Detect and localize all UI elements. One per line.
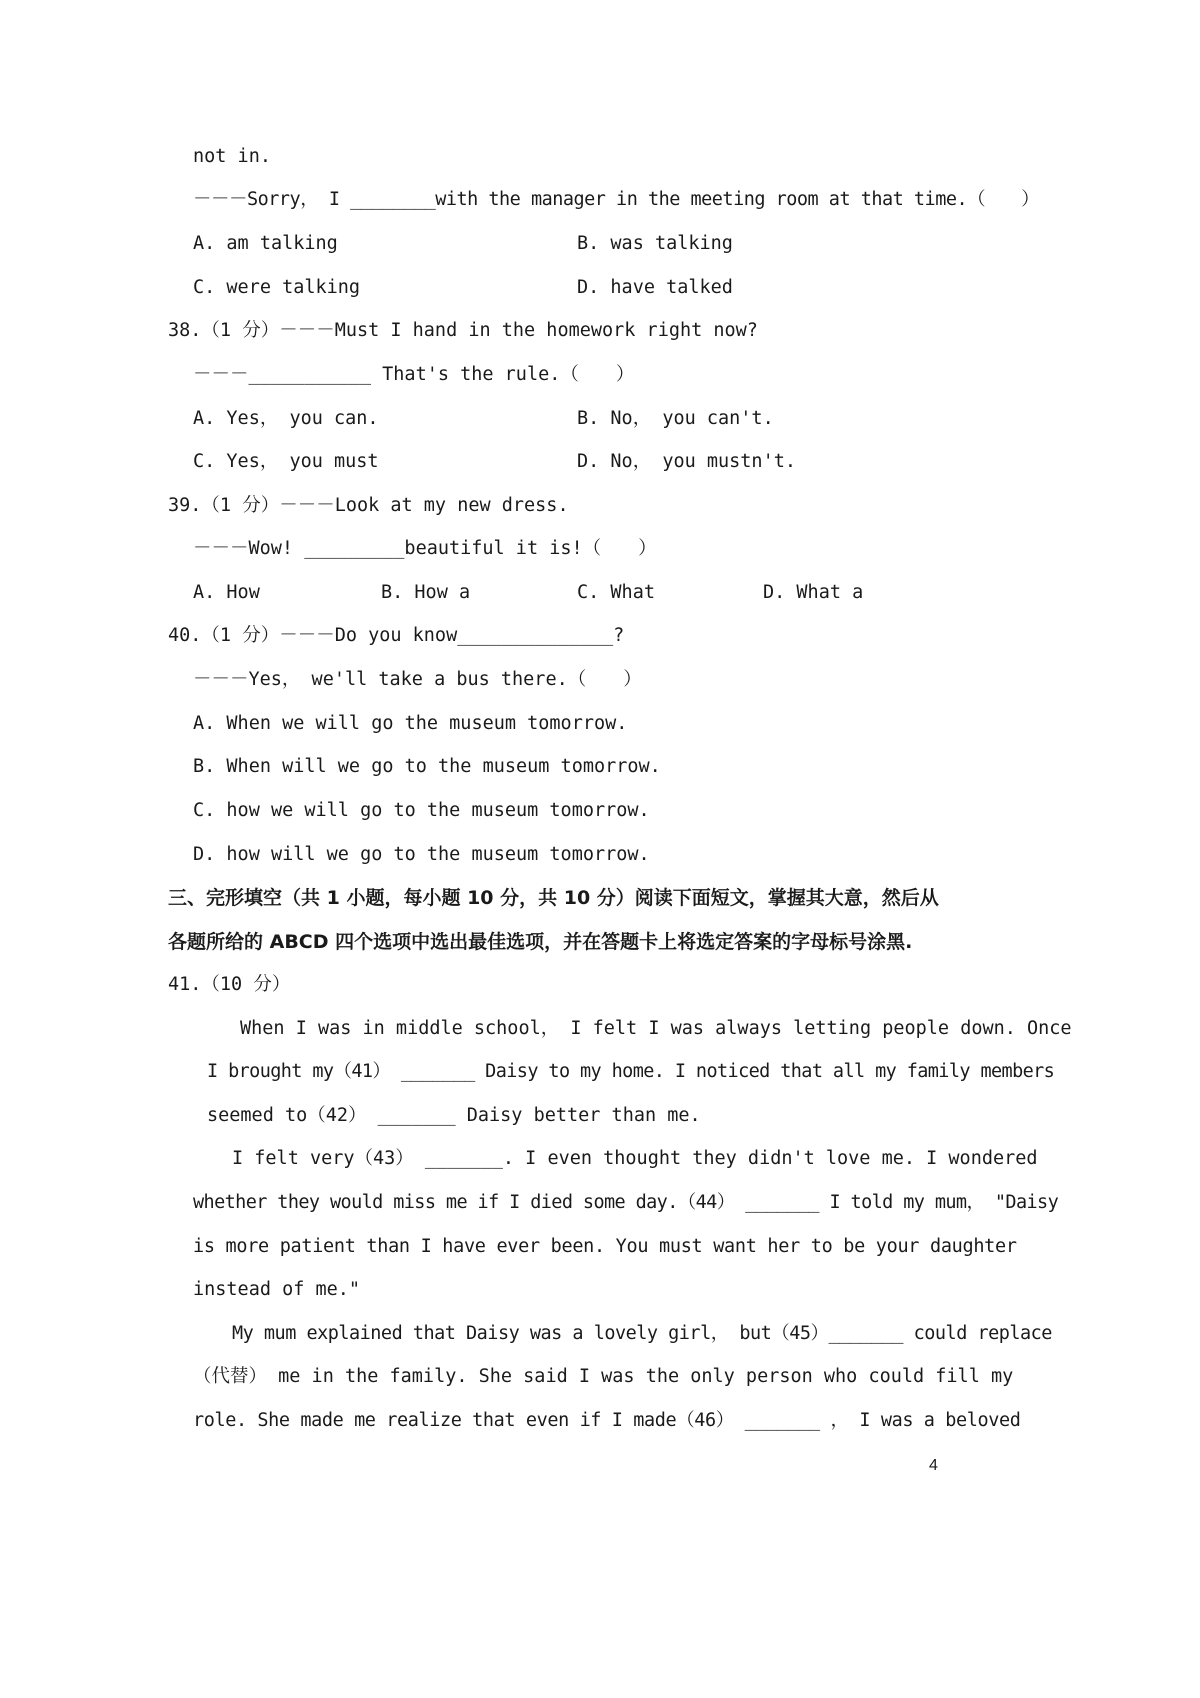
- q40-option-b: B. When will we go to the museum tomorrow.: [193, 756, 661, 777]
- q37-reply: －－－Sorry， I ________with the manager in the meeting room at that time.（ ）: [193, 189, 1040, 210]
- q37-option-c: C. were talking: [193, 277, 361, 298]
- passage-line: instead of me.": [193, 1279, 361, 1300]
- q39-option-a: A. How: [193, 582, 260, 603]
- q39-reply: －－－Wow! _________beautiful it is!（ ）: [193, 538, 657, 559]
- passage-line: When I was in middle school， I felt I was always letting people down. Once: [240, 1018, 1072, 1039]
- passage-line: role. She made me realize that even if I made（46） _______ ， I was a beloved: [193, 1410, 1021, 1431]
- q40-prompt: 40.（1 分）－－－Do you know______________?: [168, 625, 625, 646]
- passage-line: I brought my（41） _______ Daisy to my home. I noticed that all my family members: [207, 1061, 1055, 1082]
- passage-line: My mum explained that Daisy was a lovely girl， but（45）_______ could replace: [232, 1323, 1052, 1344]
- q40-option-d: D. how will we go to the museum tomorrow.: [193, 844, 650, 865]
- q41-label: 41.（10 分）: [168, 974, 291, 995]
- q37-option-a: A. am talking: [193, 233, 338, 254]
- q38-option-d: D. No， you mustn't.: [577, 451, 796, 472]
- q39-option-c: C. What: [577, 582, 655, 603]
- q38-option-b: B. No， you can't.: [577, 408, 774, 429]
- passage-line: seemed to（42） _______ Daisy better than me.: [207, 1105, 701, 1126]
- page-number: 4: [929, 1457, 938, 1474]
- q38-prompt: 38.（1 分）－－－Must I hand in the homework right now?: [168, 320, 758, 341]
- q38-option-c: C. Yes， you must: [193, 451, 379, 472]
- q38-reply: －－－___________ That's the rule.（ ）: [193, 364, 635, 385]
- q39-option-b: B. How a: [381, 582, 471, 603]
- q40-option-a: A. When we will go the museum tomorrow.: [193, 713, 628, 734]
- q37-option-b: B. was talking: [577, 233, 733, 254]
- passage-line: I felt very（43） _______. I even thought they didn't love me. I wondered: [232, 1148, 1038, 1169]
- q40-option-c: C. how we will go to the museum tomorrow.: [193, 800, 650, 821]
- q37-prompt-tail: not in.: [193, 146, 271, 167]
- passage-line: whether they would miss me if I died some day.（44） _______ I told my mum， "Daisy: [193, 1192, 1059, 1213]
- q39-prompt: 39.（1 分）－－－Look at my new dress.: [168, 495, 569, 516]
- passage-line: is more patient than I have ever been. You must want her to be your daughter: [193, 1236, 1017, 1257]
- q37-option-d: D. have talked: [577, 277, 733, 298]
- section3-heading-line2: 各题所给的 ABCD 四个选项中选出最佳选项，并在答题卡上将选定答案的字母标号涂黑.: [168, 931, 913, 953]
- passage-line: （代替） me in the family. She said I was the only person who could fill my: [193, 1366, 1014, 1387]
- q40-reply: －－－Yes， we'll take a bus there.（ ）: [193, 669, 642, 690]
- q39-option-d: D. What a: [763, 582, 864, 603]
- q38-option-a: A. Yes， you can.: [193, 408, 379, 429]
- section3-heading-line1: 三、完形填空（共 1 小题，每小题 10 分，共 10 分）阅读下面短文，掌握其大意，然后从: [168, 887, 939, 909]
